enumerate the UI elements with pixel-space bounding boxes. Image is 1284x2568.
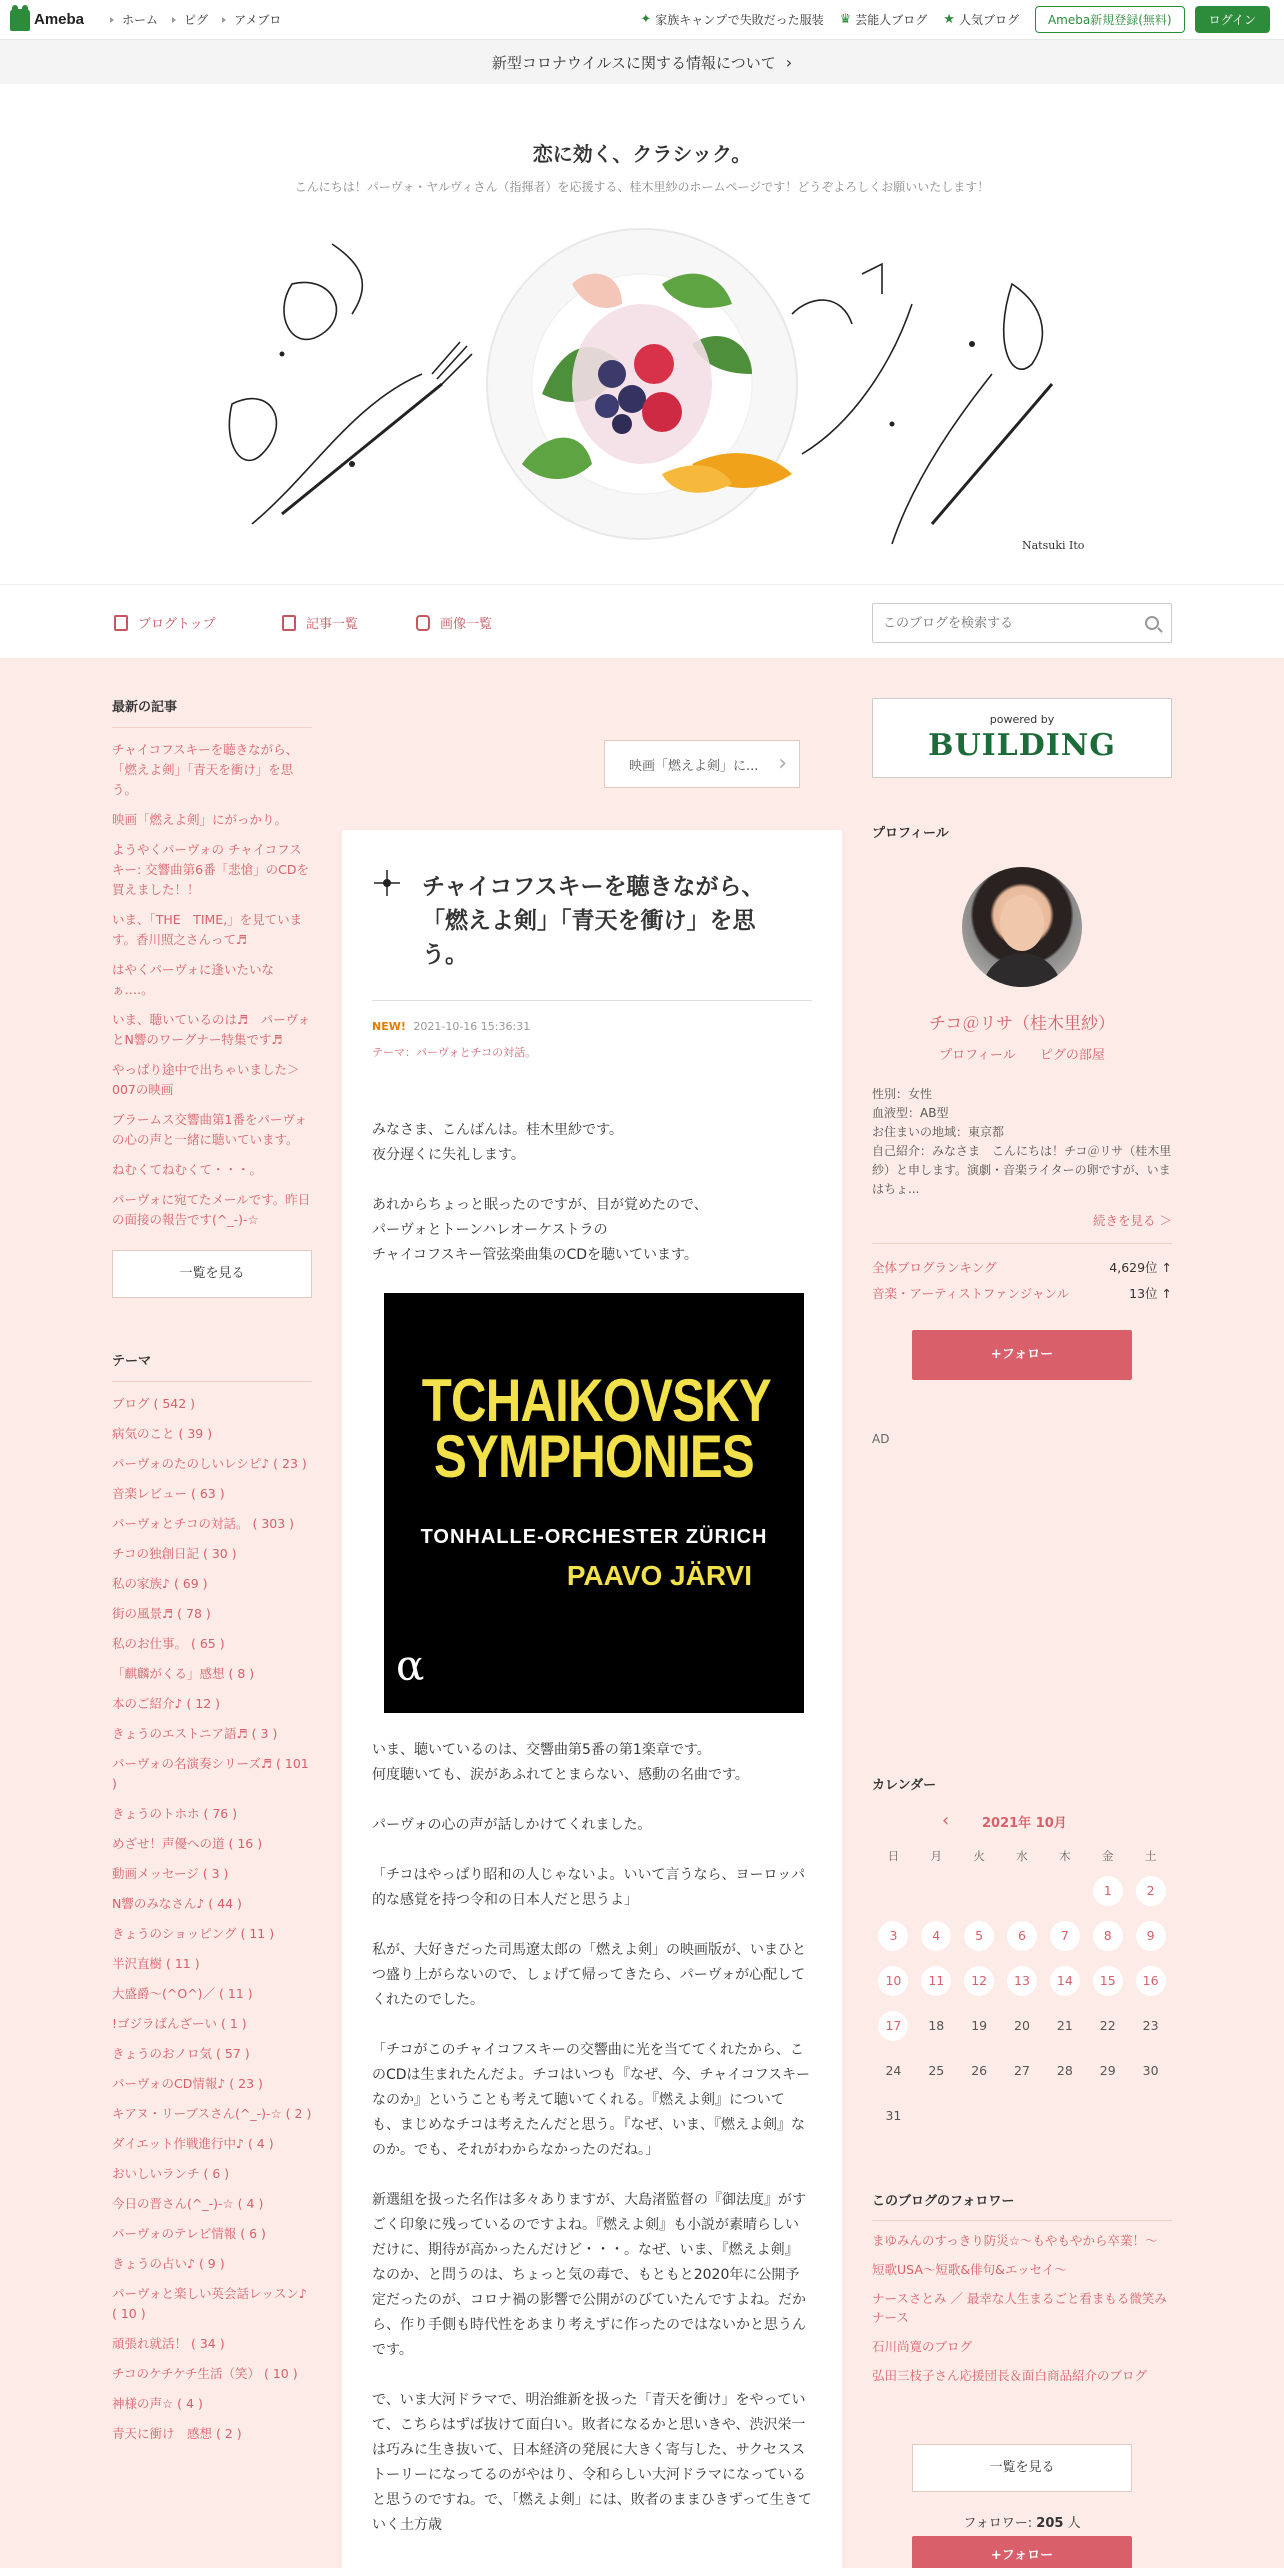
calendar-day-number	[964, 2099, 994, 2129]
prev-post-link[interactable]: 映画「燃えよ剣」に... ›	[604, 740, 800, 788]
recent-post-item[interactable]: ねむくてねむくて・・・。	[112, 1162, 263, 1177]
calendar-heading: カレンダー	[872, 1778, 937, 1793]
article-paragraph: 新選組を扱った名作は多々ありますが、大島渚監督の『御法度』がすごく印象に残っているのですよね。『燃えよ剣』も小説が素晴らしいだけに、期待が高かったんだけど・・・。なぜ、いま、『燃えよ剣』なのか、と問うのは、ちょっと気の毒で、もともと2020年に公開予定だったのが、コロナ禍の影響で公開がのびていたんですよね。だから、作り手側も時代性をあまり考えずに作ったのではないかと思うんです。	[372, 2192, 806, 2358]
profile-links	[872, 1044, 1172, 1063]
calendar-day-number: 19	[971, 2017, 988, 2033]
calendar-weekday: 木	[1059, 1849, 1071, 1863]
calendar-day[interactable]	[1086, 1966, 1129, 1996]
calendar-day	[1001, 2056, 1044, 2086]
theme-item[interactable]: 私の家族♪ ( 69 )	[112, 1576, 208, 1591]
calendar-day	[1129, 2011, 1172, 2041]
calendar-day-number: 24	[885, 2062, 902, 2078]
calendar-day	[915, 1874, 958, 1907]
calendar-day[interactable]	[1129, 1921, 1172, 1951]
calendar-day-number[interactable]: 3	[878, 1921, 908, 1951]
calendar-day-number[interactable]: 11	[921, 1966, 951, 1996]
theme-item[interactable]: きょうのトホホ ( 76 )	[112, 1806, 238, 1821]
recent-post-item[interactable]: いま、聴いているのは♬ パーヴォとN響のワーグナー特集です♬	[112, 1012, 311, 1047]
theme-item[interactable]: きょうの占い♪ ( 9 )	[112, 2256, 225, 2271]
alpha-label-logo: α	[396, 1641, 425, 1690]
calendar-day-number	[1136, 2099, 1166, 2129]
calendar-day-number[interactable]: 13	[1007, 1966, 1037, 1996]
calendar-weekday: 水	[1016, 1849, 1028, 1863]
tab-blog-top[interactable]: ブログトップ	[114, 613, 216, 632]
avatar[interactable]	[962, 867, 1082, 987]
calendar-day-number: 31	[885, 2107, 902, 2123]
document-icon	[114, 615, 128, 631]
article-paragraph: あれからちょっと眠ったのですが、目が覚めたので、 パーヴォとトーンハレオーケストラの チャイコフスキー管弦楽曲集のCDを聴いています。	[372, 1197, 708, 1263]
calendar-day-number[interactable]: 7	[1050, 1921, 1080, 1951]
theme-item[interactable]: 今日の晋さん(^_-)-☆ ( 4 )	[112, 2196, 264, 2211]
blog-description: こんにちは！パーヴォ・ヤルヴィさん（指揮者）を応援する、桂木里紗のホームページです！どうぞよろしくお願いいたします！	[294, 180, 990, 194]
calendar-day-number[interactable]: 6	[1007, 1921, 1037, 1951]
blog-title[interactable]: 恋に効く、クラシック。	[532, 142, 752, 166]
calendar-day-number[interactable]: 4	[921, 1921, 951, 1951]
profile-info: 性別：女性 血液型：AB型 お住まいの地域：東京都 自己紹介：みなさま こんにちは！チコ＠リサ（桂木里紗）と申します。演劇・音楽ライターの卵ですが、いまはちょ...	[872, 1087, 1172, 1196]
calendar-weekday: 火	[973, 1849, 985, 1863]
theme-item[interactable]: チコの独創日記 ( 30 )	[112, 1546, 237, 1561]
calendar-day	[872, 2101, 915, 2131]
profile-name-link[interactable]: チコ＠リサ（桂木里紗）	[929, 1014, 1115, 1034]
calendar-day-number	[964, 1874, 994, 1904]
calendar-day-number: 18	[928, 2017, 945, 2033]
calendar-weekday: 土	[1144, 1849, 1157, 1863]
calendar-day-number[interactable]: 9	[1136, 1921, 1166, 1951]
calendar-day-number: 28	[1056, 2062, 1073, 2078]
theme-item[interactable]: きょうのおノロ気 ( 57 )	[112, 2046, 250, 2061]
calendar-day-number: 25	[928, 2062, 945, 2078]
calendar-day[interactable]	[915, 1966, 958, 1996]
recent-posts-heading: 最新の記事	[112, 696, 312, 728]
trend-link[interactable]: ✦ 家族キャンプで失敗だった服装	[640, 12, 824, 27]
calendar-day	[872, 1874, 915, 1907]
calendar-day-number: 27	[1014, 2062, 1030, 2078]
article-paragraph: 私が、大好きだった司馬遼太郎の「燃えよ剣」の映画版が、いまひとつ盛り上がらないので、しょげて帰ってきたら、パーヴォが心配してくれたのでした。	[372, 1942, 806, 2008]
theme-item[interactable]: パーヴォと楽しい英会話レッスン♪ ( 10 )	[112, 2286, 307, 2321]
recent-posts-list	[112, 740, 312, 1240]
blog-header	[0, 84, 1284, 584]
theme-item[interactable]: 神様の声☆ ( 4 )	[112, 2396, 203, 2411]
calendar-day	[1043, 1874, 1086, 1907]
calendar-week	[872, 2093, 1172, 2138]
calendar-day-number[interactable]: 12	[964, 1966, 994, 1996]
sparkle-icon	[372, 868, 402, 898]
calendar-day	[1043, 2011, 1086, 2041]
follow-button[interactable]: +フォロー	[912, 1330, 1132, 1380]
themes-heading: テーマ	[112, 1350, 312, 1382]
crown-icon: ♛	[839, 12, 852, 27]
blog-tabs	[0, 584, 1284, 658]
calendar-day-number	[1007, 1874, 1037, 1904]
followers-list	[872, 2220, 1172, 2395]
article-theme-link[interactable]: テーマ：パーヴォとチコの対話。	[372, 1046, 537, 1059]
calendar-day[interactable]	[958, 1921, 1001, 1951]
follower-blog-link[interactable]: 弘田三枝子さん応援団長＆面白商品紹介のブログ	[872, 2368, 1148, 2383]
recent-post-item[interactable]: やっぱり途中で出ちゃいました＞007の映画	[112, 1062, 300, 1097]
pigg-room-link[interactable]: ピグの部屋	[1039, 1048, 1105, 1063]
calendar-day-number[interactable]: 10	[878, 1966, 908, 1996]
article-paragraph: みなさま、こんばんは。桂木里紗です。 夜分遅くに失礼します。	[372, 1122, 623, 1163]
profile-heading: プロフィール	[872, 826, 949, 841]
article-body	[372, 1118, 812, 2563]
recent-post-item[interactable]: 映画「燃えよ剣」にがっかり。	[112, 812, 288, 827]
calendar-day[interactable]	[1086, 1876, 1129, 1906]
calendar-day	[1001, 2011, 1044, 2041]
themes-list	[112, 1394, 312, 2444]
follower-blog-link[interactable]: 短歌USA～短歌&俳句&エッセイ～	[872, 2262, 1067, 2277]
chevron-right-icon: ›	[785, 52, 793, 72]
recent-post-item[interactable]: いま、「THE TIME,」を見ています。香川照之さんって♬	[112, 912, 303, 947]
theme-item[interactable]: 「麒麟がくる」感想 ( 8 )	[112, 1666, 255, 1681]
calendar-day[interactable]	[872, 2011, 915, 2041]
calendar-week	[872, 1913, 1172, 1958]
theme-item[interactable]: 病気のこと ( 39 )	[112, 1426, 213, 1441]
calendar-grid	[872, 1844, 1172, 2138]
article-paragraph: パーヴォの心の声が話しかけてくれました。	[372, 1817, 652, 1833]
article-meta	[372, 1020, 530, 1033]
tab-entry-list[interactable]: 記事一覧	[282, 613, 358, 632]
chevron-right-icon: ›	[778, 751, 787, 776]
calendar-day-number[interactable]: 16	[1136, 1966, 1166, 1996]
sponsor-banner[interactable]: powered by BUILDING	[872, 698, 1172, 778]
follower-blog-link[interactable]: ナースさとみ ／ 最幸な人生まるごと看まもる微笑みナース	[872, 2291, 1167, 2325]
recent-post-item[interactable]: はやくパーヴォに逢いたいなぁ‥‥。	[112, 962, 275, 997]
calendar-day[interactable]	[1129, 1966, 1172, 1996]
celebrity-blog-link[interactable]: ♛ 芸能人ブログ	[839, 12, 928, 27]
calendar-day[interactable]	[1043, 1921, 1086, 1951]
ranking-list	[872, 1258, 1172, 1302]
calendar-day-number[interactable]: 2	[1136, 1876, 1166, 1906]
theme-item[interactable]: 音楽レビュー ( 63 )	[112, 1486, 225, 1501]
theme-item[interactable]: きょうのエストニア語♬ ( 3 )	[112, 1726, 278, 1741]
blog-search-input[interactable]	[883, 616, 1123, 631]
login-button[interactable]: ログイン	[1195, 6, 1270, 33]
calendar-day-number	[1050, 1874, 1080, 1904]
calendar-day	[1043, 2056, 1086, 2086]
article	[342, 830, 842, 2568]
tab-image-list[interactable]: 画像一覧	[416, 613, 492, 632]
follower-blog-link[interactable]: 石川尚寛のブログ	[872, 2339, 973, 2354]
calendar-day-number: 22	[1099, 2017, 1116, 2033]
article-paragraph: 「チコはやっぱり昭和の人じゃないよ。いいて言うなら、ヨーロッパ的な感覚を持つ令和の日本人だと思うよ」	[372, 1867, 806, 1908]
header-banner-image	[192, 224, 1092, 564]
followers-more-button[interactable]: 一覧を見る	[912, 2444, 1132, 2492]
covid-info-banner[interactable]: 新型コロナウイルスに関する情報について ›	[0, 40, 1284, 84]
theme-item[interactable]: パーヴォのCD情報♪ ( 23 )	[112, 2076, 263, 2091]
theme-item[interactable]: 青天に衝け 感想 ( 2 )	[112, 2426, 242, 2441]
calendar-day	[872, 2056, 915, 2086]
calendar-day-number: 26	[971, 2062, 988, 2078]
article-datetime: 2021-10-16 15:36:31	[413, 1020, 531, 1033]
article-title[interactable]: チャイコフスキーを聴きながら、「燃えよ剣」「青天を衝け」を思う。	[422, 874, 765, 968]
followers-heading: このブログのフォロワー	[872, 2194, 1015, 2209]
left-sidebar	[112, 696, 312, 2454]
calendar-day-number	[1050, 2099, 1080, 2129]
calendar-day	[958, 2011, 1001, 2041]
theme-item[interactable]: 私のお仕事。 ( 65 )	[112, 1636, 225, 1651]
calendar-day	[1129, 2056, 1172, 2086]
theme-item[interactable]: パーヴォのテレビ情報 ( 6 )	[112, 2226, 266, 2241]
calendar-weekday-row	[872, 1844, 1172, 1868]
calendar-day[interactable]	[915, 1921, 958, 1951]
nav-home-link[interactable]: ホーム	[110, 11, 158, 28]
calendar-day-number	[921, 2099, 951, 2129]
theme-item[interactable]: ダイエット作戦進行中♪ ( 4 )	[112, 2136, 274, 2151]
global-header	[0, 0, 1284, 40]
calendar-day	[915, 2011, 958, 2041]
calendar-weekday: 日	[887, 1849, 900, 1863]
article-paragraph: いま、聴いているのは、交響曲第5番の第1楽章です。 何度聴いても、涙があふれてとまらない、感動の名曲です。	[372, 1742, 749, 1783]
nav-ameblo-link[interactable]: アメブロ	[222, 11, 281, 28]
calendar-day[interactable]	[872, 1921, 915, 1951]
calendar-day-number[interactable]: 8	[1093, 1921, 1123, 1951]
theme-item[interactable]: 街の風景♬ ( 78 )	[112, 1606, 211, 1621]
theme-item[interactable]: おいしいランチ ( 6 )	[112, 2166, 230, 2181]
calendar-day[interactable]	[1001, 1921, 1044, 1951]
calendar-day	[1129, 2099, 1172, 2132]
copy-icon	[282, 615, 296, 631]
theme-item[interactable]: きょうのショッピング ( 11 )	[112, 1926, 275, 1941]
recent-more-button[interactable]: 一覧を見る	[112, 1250, 312, 1298]
nav-pigg-link[interactable]: ピグ	[172, 11, 208, 28]
theme-item[interactable]: 動画メッセージ ( 3 )	[112, 1866, 229, 1881]
theme-item[interactable]: 本のご紹介♪ ( 12 )	[112, 1696, 221, 1711]
search-icon[interactable]	[1145, 616, 1159, 630]
calendar-day-number[interactable]: 15	[1093, 1966, 1123, 1996]
right-sidebar	[872, 698, 1172, 1446]
calendar-day	[915, 2056, 958, 2086]
calendar-day	[1086, 2056, 1129, 2086]
divider	[372, 1000, 812, 1001]
ranking-row[interactable]: 全体ブログランキング 4,629位 ↑	[872, 1260, 1172, 1275]
calendar-day-number	[878, 1874, 908, 1904]
blog-search	[872, 603, 1172, 643]
calendar-day-number: 23	[1142, 2017, 1159, 2033]
calendar-day[interactable]	[958, 1966, 1001, 1996]
profile-link[interactable]: プロフィール	[939, 1048, 1016, 1063]
calendar-day[interactable]	[1001, 1966, 1044, 1996]
calendar-day	[1086, 2099, 1129, 2132]
recent-post-item[interactable]: ようやくパーヴォの チャイコフスキー: 交響曲第6番「悲愴」のCDを買えました！！	[112, 842, 309, 897]
theme-item[interactable]: キアヌ・リーブスさん(^_-)-☆ ( 2 )	[112, 2106, 312, 2121]
recent-post-item[interactable]: ブラームス交響曲第1番をパーヴォの心の声と一緒に聴いています。	[112, 1112, 307, 1147]
calendar-day-number[interactable]: 5	[964, 1921, 994, 1951]
ad-label: AD	[872, 1432, 890, 1446]
star-icon: ★	[943, 12, 955, 27]
calendar-day	[958, 2056, 1001, 2086]
calendar-month: 2021年 10月	[982, 1816, 1067, 1831]
theme-item[interactable]: ブログ ( 542 )	[112, 1396, 196, 1411]
calendar-week	[872, 2003, 1172, 2048]
article-paragraph: 「チコがこのチャイコフスキーの交響曲に光を当ててくれたから、このCDは生まれたんだよ。チコはいつも『なぜ、今、チャイコフスキーなのか』ということも考えて聴いてくれる。『燃えよ剣』についても、まじめなチコは考えたんだと思う。『なぜ、いま、『燃えよ剣』なのか。でも、それがわからなかったのだね。」	[372, 2042, 811, 2158]
calendar-day	[958, 1874, 1001, 1907]
follower-blog-link[interactable]: まゆみんのすっきり防災☆～もやもやから卒業！～	[872, 2233, 1158, 2248]
calendar-day-number[interactable]: 17	[878, 2011, 908, 2041]
calendar-day[interactable]	[1043, 1966, 1086, 1996]
calendar-day	[915, 2099, 958, 2132]
calendar-day-number: 21	[1056, 2017, 1073, 2033]
ameba-logo[interactable]: Ameba	[10, 0, 84, 40]
album-cover-image[interactable]: TCHAIKOVSKY SYMPHONIES TONHALLE-ORCHESTER ZÜRICH PAAVO JÄRVI α	[384, 1293, 804, 1713]
new-badge: NEW!	[372, 1020, 406, 1033]
theme-item[interactable]: パーヴォのたのしいレシピ♪ ( 23 )	[112, 1456, 307, 1471]
calendar-day-number	[921, 1874, 951, 1904]
svg-text:Natsuki Ito: Natsuki Ito	[1022, 539, 1085, 552]
leaf-icon: ✦	[640, 12, 652, 27]
theme-item[interactable]: 半沢直樹 ( 11 )	[112, 1956, 200, 1971]
calendar-weekday: 月	[930, 1849, 943, 1863]
follow-button-bottom[interactable]: +フォロー	[912, 2536, 1132, 2568]
popular-blog-link[interactable]: ★ 人気ブログ	[943, 12, 1019, 27]
camera-icon	[416, 615, 430, 631]
calendar-day-number: 20	[1014, 2017, 1030, 2033]
calendar-day	[1001, 1874, 1044, 1907]
calendar-day	[958, 2099, 1001, 2132]
calendar-day	[1043, 2099, 1086, 2132]
theme-item[interactable]: N響のみなさん♪ ( 44 )	[112, 1896, 242, 1911]
theme-item[interactable]: 頑張れ就活！ ( 34 )	[112, 2336, 225, 2351]
calendar-day-number[interactable]: 1	[1093, 1876, 1123, 1906]
calendar-week	[872, 1958, 1172, 2003]
theme-item[interactable]: パーヴォの名演奏シリーズ♬ ( 101 )	[112, 1756, 309, 1791]
follower-count: フォロワー: 205 人	[963, 2516, 1081, 2531]
calendar-day[interactable]	[872, 1966, 915, 1996]
profile-read-more-link[interactable]: 続きを見る ＞	[872, 1211, 1172, 1244]
calendar-week	[872, 1868, 1172, 1913]
calendar-day[interactable]	[1086, 1921, 1129, 1951]
calendar-day-number[interactable]: 14	[1050, 1966, 1080, 1996]
calendar-day[interactable]	[1129, 1876, 1172, 1906]
register-button[interactable]: Ameba新規登録(無料)	[1035, 6, 1185, 33]
calendar-day-number: 29	[1099, 2062, 1116, 2078]
theme-item[interactable]: !ゴジラばんざーい ( 1 )	[112, 2016, 247, 2031]
theme-item[interactable]: チコのケチケチ生活（笑） ( 10 )	[112, 2366, 298, 2381]
calendar-weekday: 金	[1101, 1849, 1114, 1863]
ranking-row[interactable]: 音楽・アーティストファンジャンル 13位 ↑	[872, 1286, 1172, 1301]
theme-item[interactable]: 大盛爵～(^O^)／ ( 11 )	[112, 1986, 253, 2001]
article-paragraph: で、いま大河ドラマで、明治維新を扱った「青天を衝け」をやっていて、こちらはずば抜けて面白い。敗者になるかと思いきや、渋沢栄一は巧みに生き抜いて、日本経済の発展に大きく寄与した、サクセスストーリーになってるのがやはり、令和らしい大河ドラマになっていると思うのですね。で、「燃えよ剣」には、敗者のままひきずって生きていく土方歳	[372, 2392, 812, 2533]
global-nav	[96, 11, 281, 28]
theme-item[interactable]: パーヴォとチコの対話。 ( 303 )	[112, 1516, 295, 1531]
calendar-day-number	[1007, 2099, 1037, 2129]
theme-item[interactable]: めざせ！声優への道 ( 16 )	[112, 1836, 263, 1851]
chevron-left-icon[interactable]: ‹	[942, 1810, 950, 1831]
recent-post-item[interactable]: パーヴォに宛てたメールです。昨日の面接の報告です(^_-)-☆	[112, 1192, 311, 1227]
calendar-day	[1001, 2099, 1044, 2132]
recent-post-item[interactable]: チャイコフスキーを聴きながら、「燃えよ剣」「青天を衝け」を思う。	[112, 742, 299, 797]
calendar-day	[1086, 2011, 1129, 2041]
ameba-logo-icon	[10, 9, 30, 31]
calendar-day-number	[1093, 2099, 1123, 2129]
header-right	[624, 6, 1270, 33]
calendar-day-number: 30	[1142, 2062, 1159, 2078]
calendar-week	[872, 2048, 1172, 2093]
